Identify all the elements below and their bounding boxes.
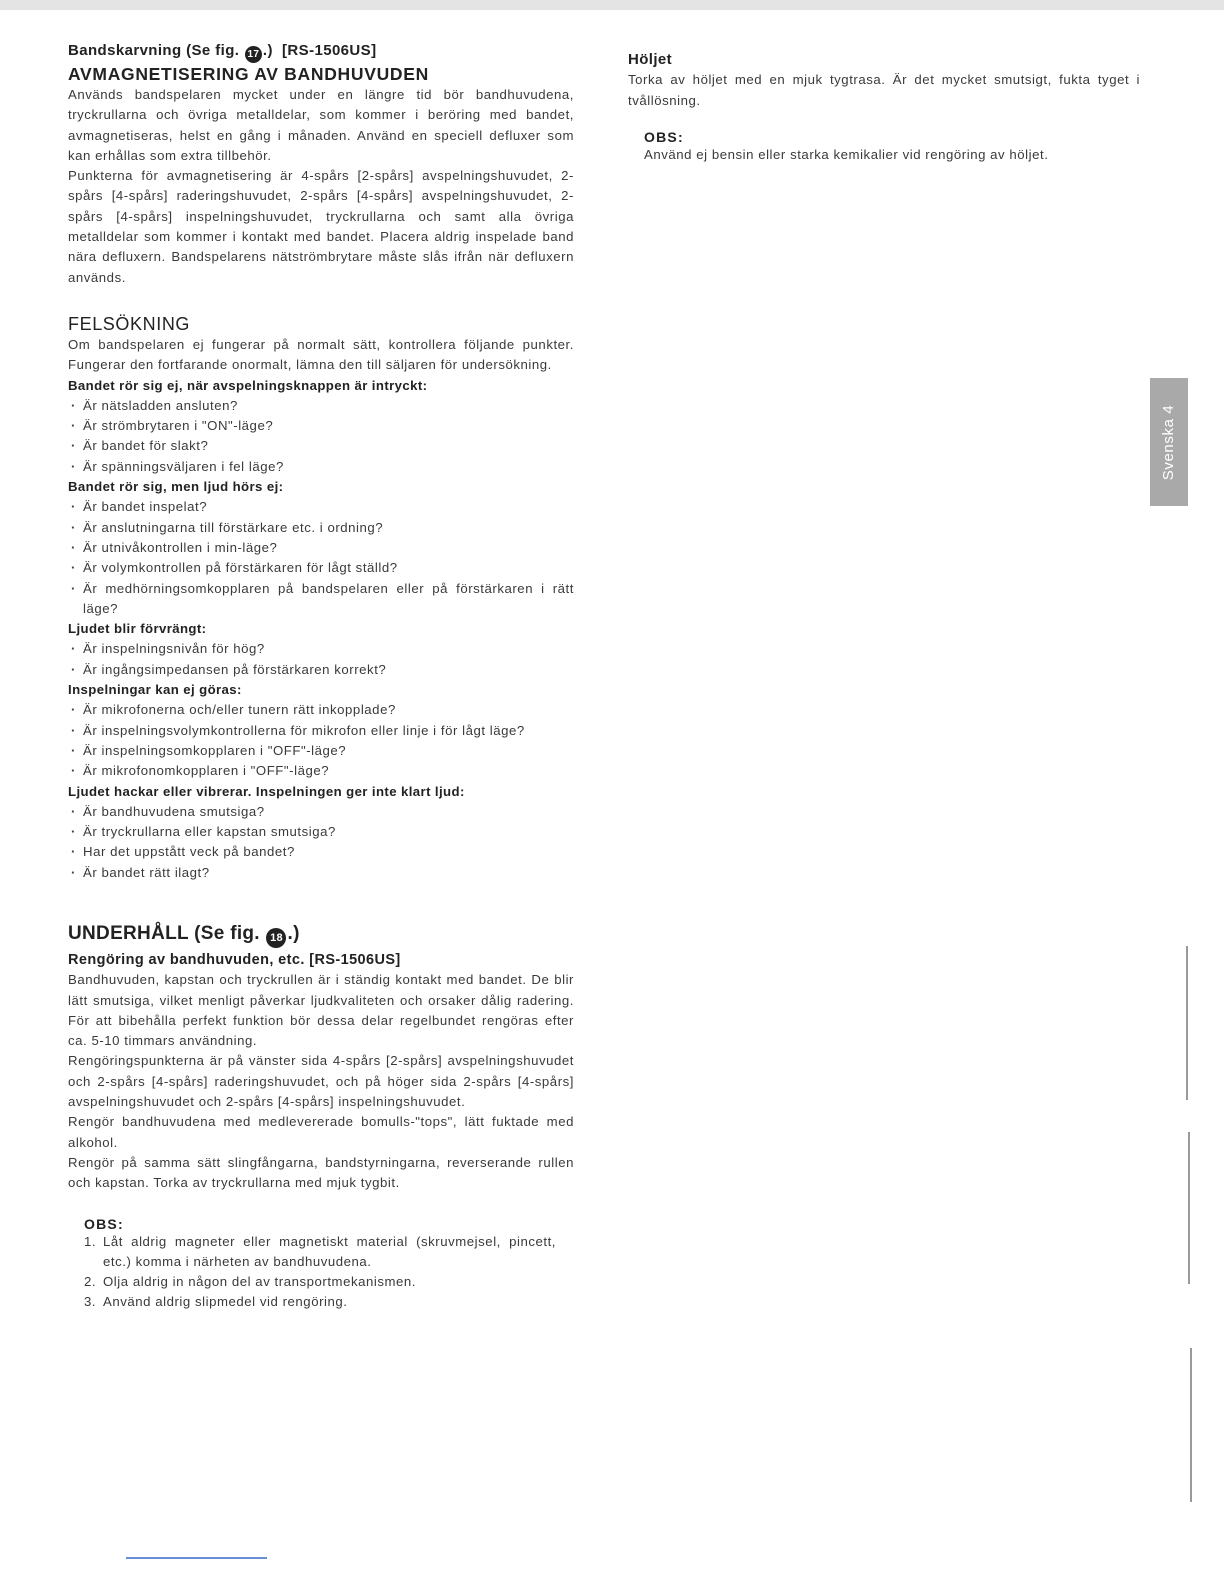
margin-line <box>1186 946 1188 1100</box>
troubleshooting-group <box>68 619 574 680</box>
figure-number-badge: 18 <box>266 928 286 948</box>
obs-label: OBS: <box>644 128 684 145</box>
list-number: 2. <box>84 1274 97 1290</box>
model-number: [RS-1506US] <box>309 951 401 968</box>
splicing-heading-text: Bandskarvning (Se fig. <box>68 42 240 59</box>
list-item-text: Använd aldrig slipmedel vid rengöring. <box>103 1294 348 1310</box>
troubleshooting-group <box>68 376 574 477</box>
list-item: · Är bandhuvudena smutsiga? <box>68 802 574 822</box>
maintenance-paragraph-1: Bandhuvuden, kapstan och tryckrullen är i ständig kontakt med bandet. De blir lätt smutsiga, vilket menligt påverkar ljudkvaliteten och orsaker dålig radering. För att bibehålla perfekt funktion bör dessa delar regelbundet rengöras efter ca. 5-10 timmars användning. <box>68 972 574 1049</box>
maintenance-paragraph-4: Rengör på samma sätt slingfångarna, bandstyrningarna, reverserande rullen och kapstan. Torka av tryckrullarna med mjuk tygbit. <box>68 1154 574 1191</box>
obs-text: Använd ej bensin eller starka kemikalier vid rengöring av höljet. <box>644 146 1049 162</box>
list-item: · Är ingångsimpedansen på förstärkaren korrekt? <box>68 660 574 680</box>
demag-paragraph-2: Punkterna för avmagnetisering är 4-spårs [2-spårs] avspelningshuvudet, 2-spårs [4-spårs] raderingshuvudet, 2-spårs [4-spårs] avspelningshuvudet, 2-spårs [4-spårs] inspelningshuvudet, tryckrullarna och samt alla övriga metalldelar som kommer i kontakt med bandet. Placera aldrig inspelade band nära defluxern. Bandspelarens nätströmbrytare måste slås ifrån när defluxern används. <box>68 168 574 285</box>
list-item: · Är inspelningsomkopplaren i "OFF"-läge? <box>68 741 574 761</box>
list-item <box>84 1232 556 1273</box>
list-item: · Är bandet inspelat? <box>68 497 574 517</box>
list-item: · Är mikrofonomkopplaren i "OFF"-läge? <box>68 761 574 781</box>
list-item: · Är anslutningarna till förstärkare etc. i ordning? <box>68 518 574 538</box>
splicing-heading <box>68 42 574 63</box>
list-item: · Är mikrofonerna och/eller tunern rätt inkopplade? <box>68 700 574 720</box>
margin-line <box>1190 1348 1192 1502</box>
list-item: · Är utnivåkontrollen i min-läge? <box>68 538 574 558</box>
demag-title: AVMAGNETISERING AV BANDHUVUDEN <box>68 64 429 84</box>
list-item: · Är spänningsväljaren i fel läge? <box>68 457 574 477</box>
group-heading: Ljudet hackar eller vibrerar. Inspelningen ger inte klart ljud: <box>68 783 465 799</box>
maintenance-paragraph-3: Rengör bandhuvudena med medlevererade bomulls-"tops", lätt fuktade med alkohol. <box>68 1114 574 1150</box>
cabinet-notes <box>628 129 1122 165</box>
group-heading: Inspelningar kan ej göras: <box>68 682 242 698</box>
list-item <box>84 1272 556 1292</box>
troubleshooting-intro: Om bandspelaren ej fungerar på normalt sätt, kontrollera följande punkter. Fungerar den fortfarande onormalt, lämna den till säljaren för undersökning. <box>68 336 574 373</box>
figure-number-badge: 17 <box>245 46 262 63</box>
model-number: [RS-1506US] <box>282 42 377 59</box>
right-column <box>628 50 1140 165</box>
list-item: · Är bandet rätt ilagt? <box>68 863 574 883</box>
list-item-text: Låt aldrig magneter eller magnetiskt material (skruvmejsel, pincett, etc.) komma i närheten av bandhuvudena. <box>103 1233 556 1269</box>
margin-line <box>1188 1132 1190 1284</box>
maintenance-title-text: UNDERHÅLL (Se fig. <box>68 922 260 944</box>
list-number: 1. <box>84 1233 97 1249</box>
left-column <box>68 42 574 1313</box>
maintenance-notes <box>68 1216 556 1313</box>
splicing-heading-tail: .) <box>262 42 273 59</box>
maintenance-subtitle-text: Rengöring av bandhuvuden, etc. <box>68 951 305 968</box>
troubleshooting-title: FELSÖKNING <box>68 313 191 334</box>
demag-paragraph-1: Används bandspelaren mycket under en längre tid bör bandhuvudena, tryckrullarna och övriga metalldelar, som kommer i beröring med bandet, avmagnetiseras, helst en gång i månaden. Använd en speciell defluxer som kan erhållas som extra tillbehör. <box>68 87 574 163</box>
list-item: · Är inspelningsvolymkontrollerna för mikrofon eller linje i för lågt läge? <box>68 721 574 741</box>
footer-rule <box>126 1557 267 1559</box>
list-item: · Är bandet för slakt? <box>68 436 574 456</box>
list-item: · Har det uppstått veck på bandet? <box>68 842 574 862</box>
troubleshooting-group <box>68 680 574 781</box>
maintenance-title-tail: .) <box>287 922 300 944</box>
language-side-tab <box>1150 378 1188 506</box>
cabinet-paragraph: Torka av höljet med en mjuk tygtrasa. Är det mycket smutsigt, fukta tyget i tvållösning. <box>628 72 1140 108</box>
maintenance-paragraph-2: Rengöringspunkterna är på vänster sida 4-spårs [2-spårs] avspelningshuvudet och 2-spårs [4-spårs] raderingshuvudet, och på höger sida 2-spårs [4-spårs] avspelningshuvudet och 2-spårs [4-spårs] inspelningshuvudet. <box>68 1053 574 1110</box>
maintenance-subtitle <box>68 950 574 970</box>
maintenance-title <box>68 923 574 948</box>
list-item-text: Olja aldrig in någon del av transportmekanismen. <box>103 1274 417 1290</box>
cabinet-title: Höljet <box>628 51 673 68</box>
list-item: · Är nätsladden ansluten? <box>68 396 574 416</box>
obs-label: OBS: <box>84 1215 124 1232</box>
troubleshooting-group <box>68 782 574 883</box>
troubleshooting-group <box>68 477 574 619</box>
group-heading: Bandet rör sig ej, när avspelningsknappen är intryckt: <box>68 377 428 393</box>
list-item: · Är strömbrytaren i "ON"-läge? <box>68 416 574 436</box>
list-item: · Är volymkontrollen på förstärkaren för lågt ställd? <box>68 558 574 578</box>
language-side-tab-label: Svenska 4 <box>1160 404 1178 480</box>
list-item <box>84 1292 556 1312</box>
list-item: · Är inspelningsnivån för hög? <box>68 639 574 659</box>
list-number: 3. <box>84 1294 97 1310</box>
list-item: · Är tryckrullarna eller kapstan smutsiga? <box>68 822 574 842</box>
group-heading: Ljudet blir förvrängt: <box>68 621 207 637</box>
list-item: · Är medhörningsomkopplaren på bandspelaren eller på förstärkaren i rätt läge? <box>68 579 574 620</box>
group-heading: Bandet rör sig, men ljud hörs ej: <box>68 479 284 495</box>
page-top-border <box>0 0 1224 10</box>
